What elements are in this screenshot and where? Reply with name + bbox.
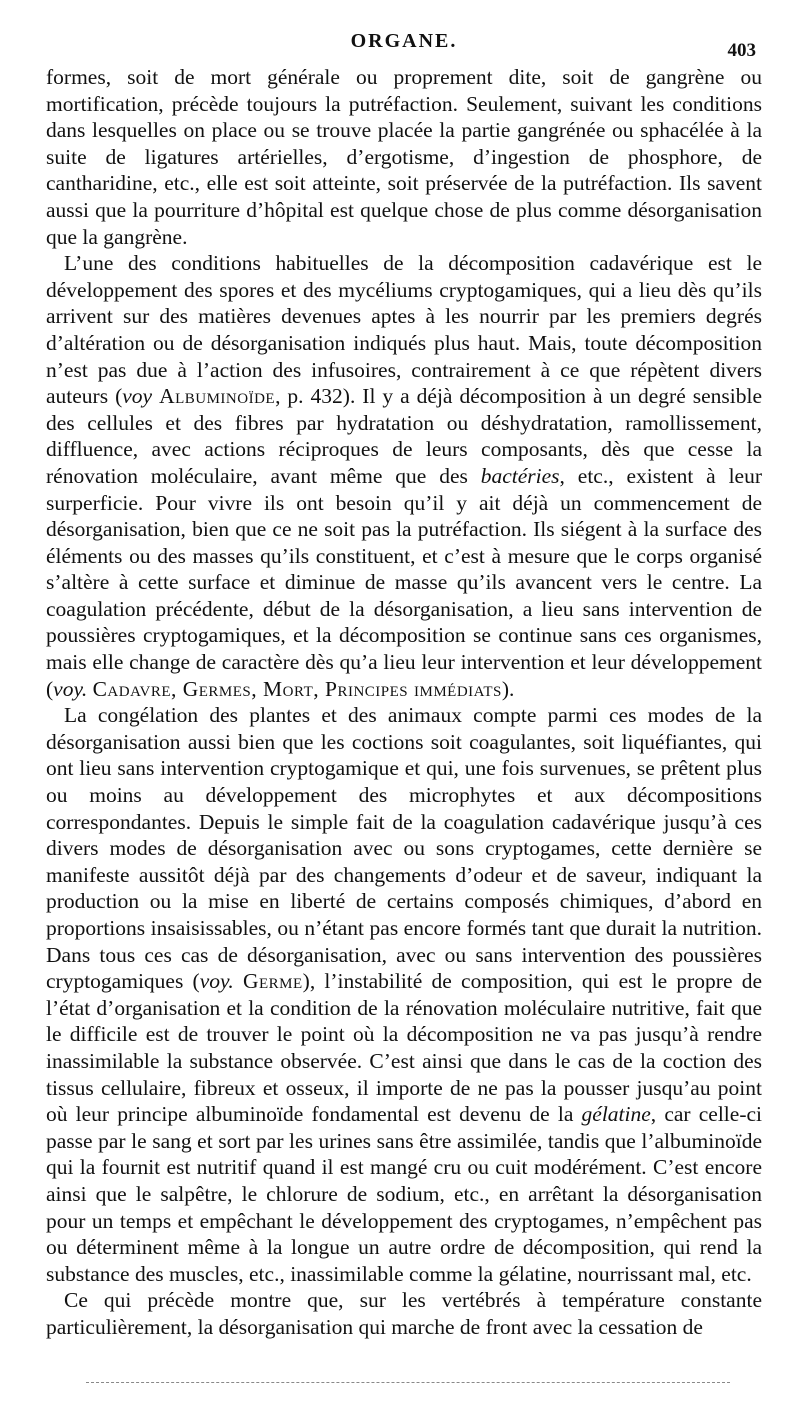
paragraph-3-text-b: ), l’instabilité de composition, qui est le propre de l’état d’organisation et la condition de la rénovation moléculaire nutritive, fait que le difficile est de trouver le point où la décomposition ne va pas jusqu’à rendre inassimilable la substance observée. C’est ainsi que dans le cas de la coction des tissus cellulaire, fibreux et osseux, il importe de ne pas la pousser jusqu’au point où leur principe albuminoïde fondamental est devenu de la [46,969,763,1127]
paragraph-2-text-c: , etc., existent à leur surperficie. Pour vivre ils ont besoin qu’il y ait déjà un commencement de désorganisation, bien que ce ne soit pas la putréfaction. Ils siégent à la surface des éléments ou des masses qu’ils constituent, et c’est à mesure que le corps organisé s’altère à cette surface et diminue de masse qu’ils avancent vers le centre. La coagulation précédente, début de la désorganisation, a lieu sans intervention de poussières cryptogamiques, et la décomposition se continue sans ces organismes, mais elle change de caractère dès qu’a lieu leur intervention et leur développement ( [46,463,762,701]
cross-references: Cadavre, Germes, Mort, Principes immédiats [92,676,502,701]
body-text [46,64,762,1341]
paragraph-4 [46,1287,762,1340]
running-header [46,30,762,64]
paragraph-1 [46,64,762,250]
paragraph-3 [46,702,762,1287]
voy-abbreviation: voy [122,384,153,409]
paragraph-2 [46,250,762,702]
bottom-divider [86,1382,730,1383]
paragraph-2-text-a: L’une des conditions habituelles de la décomposition cadavérique est le développement des spores et des mycéliums cryptogamiques, qui a lieu dès qu’ils arrivent sur des matières devenues aptes à les nourrir par les premiers degrés d’altération ou de désorganisation indiqués plus haut. Mais, toute décomposition n’est pas due à l’action des infusoires, contrairement à ce que répètent divers auteurs ( [46,251,762,409]
italic-term-gelatine: gélatine [581,1102,651,1127]
paragraph-4-text: Ce qui précède montre que, sur les vertébrés à température constante particulièrement, la désorganisation qui marche de front avec la cessation de [46,1288,762,1339]
paragraph-2-text-b: , p. 432). Il y a déjà décomposition à un degré sensible des cellules et des fibres par hydratation ou déshydratation, ramollissement, diffluence, avec actions réciproques de leurs composants, dès que cesse la rénovation moléculaire, avant même que des [46,384,763,488]
cross-reference-albuminoide: Albuminoïde [159,384,276,409]
voy-abbreviation: voy. [53,676,88,701]
paragraph-2-text-d: ). [501,676,515,701]
italic-term-bacteries: bactéries [480,463,560,488]
cross-reference-germe: Germe [242,969,303,994]
paragraph-1-text: formes, soit de mort générale ou proprement dite, soit de gangrène ou mortification, précède toujours la putréfaction. Seulement, suivant les conditions dans lesquelles on place ou se trouve placée la partie gangrénée ou sphacélée à la suite de ligatures artérielles, d’ergotisme, d’ingestion de phosphore, de cantharidine, etc., elle est soit atteinte, soit préservée de la putréfaction. Ils savent aussi que la pourriture d’hôpital est quelque chose de plus comme désorganisation que la gangrène. [46,65,762,249]
page-number: 403 [727,40,756,61]
page-header-title: ORGANE. [350,30,458,52]
paragraph-3-text-a: La congélation des plantes et des animaux compte parmi ces modes de la désorganisation aussi bien que les coctions soit coagulantes, soit liquéfiantes, qui ont lieu sans intervention cryptogamique et qui, une fois survenues, se prêtent plus ou moins au développement des microphytes et aux décompositions correspondantes. Depuis le simple fait de la coagulation cadavérique jusqu’à ces divers modes de désorganisation avec ou sons cryptogames, cette dernière se manifeste aussitôt déjà par des changements d’odeur et de saveur, indiquant la production ou la mise en liberté de certains composés chimiques, d’abord en proportions insaisissables, ou n’étant pas encore formés tant que durait la nutrition. Dans tous ces cas de désorganisation, avec ou sans intervention des poussières cryptogamiques ( [46,703,762,994]
paragraph-3-text-c: , car celle-ci passe par le sang et sort par les urines sans être assimilée, tandis que l’albuminoïde qui la fournit est nutritif quand il est mangé cru ou cuit modérément. C’est encore ainsi que le salpêtre, le chlorure de sodium, etc., en arrêtant la désorganisation pour un temps et empêchant le développement des cryptogames, n’empêchent pas ou déterminent même à la longue un autre ordre de décomposition, qui rend la substance des muscles, etc., inassimilable comme la gélatine, nourrissant mal, etc. [46,1102,762,1286]
voy-abbreviation: voy. [199,969,234,994]
